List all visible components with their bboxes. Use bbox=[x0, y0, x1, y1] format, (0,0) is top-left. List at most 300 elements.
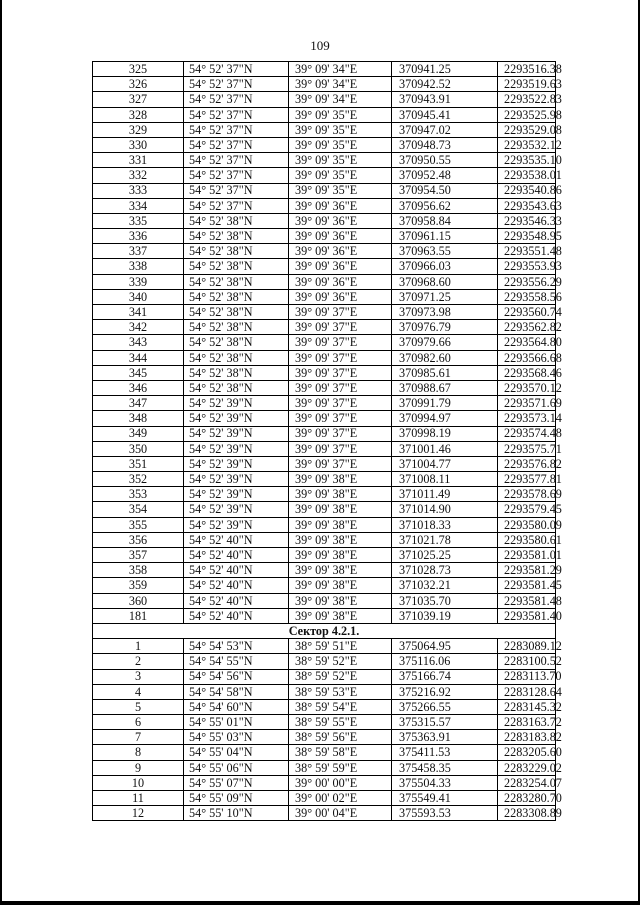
point-number-cell: 336 bbox=[93, 229, 184, 244]
y-coordinate-cell: 2283254.07 bbox=[498, 775, 556, 790]
point-number-cell: 358 bbox=[93, 563, 184, 578]
point-number-cell: 359 bbox=[93, 578, 184, 593]
longitude-cell: 39° 09' 36"E bbox=[289, 289, 392, 304]
x-coordinate-cell: 370994.97 bbox=[392, 411, 498, 426]
latitude-cell: 54° 52' 37"N bbox=[184, 77, 289, 92]
y-coordinate-cell: 2293578.69 bbox=[498, 487, 556, 502]
point-number-cell: 338 bbox=[93, 259, 184, 274]
table-row bbox=[93, 456, 556, 471]
x-coordinate-cell: 370998.19 bbox=[392, 426, 498, 441]
point-number-cell: 356 bbox=[93, 532, 184, 547]
y-coordinate-cell: 2293564.80 bbox=[498, 335, 556, 350]
point-number-cell: 340 bbox=[93, 289, 184, 304]
x-coordinate-cell: 371039.19 bbox=[392, 608, 498, 623]
table-row bbox=[93, 411, 556, 426]
latitude-cell: 54° 52' 38"N bbox=[184, 350, 289, 365]
latitude-cell: 54° 52' 37"N bbox=[184, 168, 289, 183]
x-coordinate-cell: 370954.50 bbox=[392, 183, 498, 198]
table-row bbox=[93, 563, 556, 578]
table-row bbox=[93, 532, 556, 547]
table-row bbox=[93, 213, 556, 228]
x-coordinate-cell: 375593.53 bbox=[392, 806, 498, 821]
x-coordinate-cell: 375315.57 bbox=[392, 715, 498, 730]
table-row bbox=[93, 548, 556, 563]
table-row bbox=[93, 77, 556, 92]
latitude-cell: 54° 54' 56"N bbox=[184, 669, 289, 684]
longitude-cell: 38° 59' 58"E bbox=[289, 745, 392, 760]
table-row bbox=[93, 578, 556, 593]
point-number-cell: 351 bbox=[93, 456, 184, 471]
longitude-cell: 39° 09' 37"E bbox=[289, 350, 392, 365]
longitude-cell: 39° 09' 38"E bbox=[289, 593, 392, 608]
table-row bbox=[93, 502, 556, 517]
point-number-cell: 1 bbox=[93, 639, 184, 654]
y-coordinate-cell: 2283183.82 bbox=[498, 730, 556, 745]
point-number-cell: 326 bbox=[93, 77, 184, 92]
point-number-cell: 327 bbox=[93, 92, 184, 107]
x-coordinate-cell: 370971.25 bbox=[392, 289, 498, 304]
sector-heading-row bbox=[93, 623, 556, 638]
x-coordinate-cell: 370950.55 bbox=[392, 153, 498, 168]
point-number-cell: 4 bbox=[93, 684, 184, 699]
longitude-cell: 39° 09' 38"E bbox=[289, 502, 392, 517]
table-row bbox=[93, 289, 556, 304]
point-number-cell: 345 bbox=[93, 365, 184, 380]
point-number-cell: 343 bbox=[93, 335, 184, 350]
x-coordinate-cell: 371004.77 bbox=[392, 456, 498, 471]
latitude-cell: 54° 55' 06"N bbox=[184, 760, 289, 775]
point-number-cell: 325 bbox=[93, 62, 184, 77]
y-coordinate-cell: 2293581.01 bbox=[498, 548, 556, 563]
point-number-cell: 8 bbox=[93, 745, 184, 760]
x-coordinate-cell: 370991.79 bbox=[392, 396, 498, 411]
x-coordinate-cell: 371035.70 bbox=[392, 593, 498, 608]
table-row bbox=[93, 107, 556, 122]
table-row bbox=[93, 441, 556, 456]
x-coordinate-cell: 370952.48 bbox=[392, 168, 498, 183]
y-coordinate-cell: 2293522.83 bbox=[498, 92, 556, 107]
x-coordinate-cell: 375166.74 bbox=[392, 669, 498, 684]
longitude-cell: 38° 59' 54"E bbox=[289, 699, 392, 714]
y-coordinate-cell: 2293581.29 bbox=[498, 563, 556, 578]
table-row bbox=[93, 380, 556, 395]
y-coordinate-cell: 2293548.95 bbox=[498, 229, 556, 244]
table-row bbox=[93, 365, 556, 380]
longitude-cell: 39° 09' 37"E bbox=[289, 411, 392, 426]
longitude-cell: 39° 09' 36"E bbox=[289, 229, 392, 244]
latitude-cell: 54° 52' 37"N bbox=[184, 198, 289, 213]
latitude-cell: 54° 52' 40"N bbox=[184, 532, 289, 547]
x-coordinate-cell: 371008.11 bbox=[392, 472, 498, 487]
latitude-cell: 54° 55' 10"N bbox=[184, 806, 289, 821]
table-row bbox=[93, 122, 556, 137]
longitude-cell: 38° 59' 52"E bbox=[289, 654, 392, 669]
y-coordinate-cell: 2293519.63 bbox=[498, 77, 556, 92]
y-coordinate-cell: 2293560.74 bbox=[498, 305, 556, 320]
table-row bbox=[93, 608, 556, 623]
table-row bbox=[93, 62, 556, 77]
latitude-cell: 54° 52' 39"N bbox=[184, 472, 289, 487]
x-coordinate-cell: 371032.21 bbox=[392, 578, 498, 593]
latitude-cell: 54° 52' 39"N bbox=[184, 441, 289, 456]
x-coordinate-cell: 375411.53 bbox=[392, 745, 498, 760]
table-row bbox=[93, 639, 556, 654]
latitude-cell: 54° 52' 37"N bbox=[184, 153, 289, 168]
y-coordinate-cell: 2283089.12 bbox=[498, 639, 556, 654]
table-row bbox=[93, 198, 556, 213]
longitude-cell: 39° 09' 37"E bbox=[289, 335, 392, 350]
latitude-cell: 54° 52' 37"N bbox=[184, 183, 289, 198]
latitude-cell: 54° 54' 53"N bbox=[184, 639, 289, 654]
point-number-cell: 2 bbox=[93, 654, 184, 669]
table-row bbox=[93, 669, 556, 684]
table-row bbox=[93, 92, 556, 107]
longitude-cell: 39° 09' 37"E bbox=[289, 426, 392, 441]
point-number-cell: 334 bbox=[93, 198, 184, 213]
latitude-cell: 54° 52' 38"N bbox=[184, 229, 289, 244]
y-coordinate-cell: 2293571.69 bbox=[498, 396, 556, 411]
point-number-cell: 11 bbox=[93, 791, 184, 806]
page-number: 109 bbox=[310, 38, 330, 53]
latitude-cell: 54° 52' 39"N bbox=[184, 411, 289, 426]
y-coordinate-cell: 2293558.56 bbox=[498, 289, 556, 304]
latitude-cell: 54° 52' 38"N bbox=[184, 320, 289, 335]
y-coordinate-cell: 2293540.86 bbox=[498, 183, 556, 198]
longitude-cell: 39° 09' 35"E bbox=[289, 183, 392, 198]
longitude-cell: 39° 09' 34"E bbox=[289, 62, 392, 77]
coordinates-table bbox=[92, 61, 562, 821]
longitude-cell: 38° 59' 52"E bbox=[289, 669, 392, 684]
latitude-cell: 54° 55' 09"N bbox=[184, 791, 289, 806]
point-number-cell: 7 bbox=[93, 730, 184, 745]
x-coordinate-cell: 370943.91 bbox=[392, 92, 498, 107]
table-row bbox=[93, 168, 556, 183]
x-coordinate-cell: 371001.46 bbox=[392, 441, 498, 456]
latitude-cell: 54° 52' 40"N bbox=[184, 548, 289, 563]
table-row bbox=[93, 730, 556, 745]
sector-heading-body bbox=[93, 623, 556, 638]
longitude-cell: 39° 09' 38"E bbox=[289, 608, 392, 623]
longitude-cell: 39° 09' 36"E bbox=[289, 244, 392, 259]
x-coordinate-cell: 370973.98 bbox=[392, 305, 498, 320]
y-coordinate-cell: 2293576.82 bbox=[498, 456, 556, 471]
table-row bbox=[93, 472, 556, 487]
table-row bbox=[93, 153, 556, 168]
x-coordinate-cell: 370948.73 bbox=[392, 137, 498, 152]
latitude-cell: 54° 52' 38"N bbox=[184, 274, 289, 289]
longitude-cell: 39° 09' 38"E bbox=[289, 532, 392, 547]
latitude-cell: 54° 52' 37"N bbox=[184, 107, 289, 122]
longitude-cell: 39° 09' 35"E bbox=[289, 168, 392, 183]
x-coordinate-cell: 370966.03 bbox=[392, 259, 498, 274]
y-coordinate-cell: 2293529.08 bbox=[498, 122, 556, 137]
latitude-cell: 54° 52' 38"N bbox=[184, 259, 289, 274]
latitude-cell: 54° 52' 38"N bbox=[184, 289, 289, 304]
point-number-cell: 360 bbox=[93, 593, 184, 608]
longitude-cell: 39° 09' 38"E bbox=[289, 578, 392, 593]
table-row bbox=[93, 335, 556, 350]
scan-left-edge bbox=[0, 0, 2, 905]
table-row bbox=[93, 350, 556, 365]
longitude-cell: 39° 09' 38"E bbox=[289, 517, 392, 532]
latitude-cell: 54° 52' 38"N bbox=[184, 305, 289, 320]
point-number-cell: 335 bbox=[93, 213, 184, 228]
x-coordinate-cell: 370945.41 bbox=[392, 107, 498, 122]
x-coordinate-cell: 375458.35 bbox=[392, 760, 498, 775]
x-coordinate-cell: 375266.55 bbox=[392, 699, 498, 714]
longitude-cell: 39° 09' 34"E bbox=[289, 77, 392, 92]
x-coordinate-cell: 370941.25 bbox=[392, 62, 498, 77]
x-coordinate-cell: 371025.25 bbox=[392, 548, 498, 563]
x-coordinate-cell: 370968.60 bbox=[392, 274, 498, 289]
longitude-cell: 39° 09' 36"E bbox=[289, 198, 392, 213]
x-coordinate-cell: 371018.33 bbox=[392, 517, 498, 532]
point-number-cell: 12 bbox=[93, 806, 184, 821]
y-coordinate-cell: 2293562.82 bbox=[498, 320, 556, 335]
table-row bbox=[93, 593, 556, 608]
y-coordinate-cell: 2293575.71 bbox=[498, 441, 556, 456]
latitude-cell: 54° 52' 40"N bbox=[184, 563, 289, 578]
point-number-cell: 329 bbox=[93, 122, 184, 137]
table-row bbox=[93, 745, 556, 760]
y-coordinate-cell: 2283113.70 bbox=[498, 669, 556, 684]
y-coordinate-cell: 2293581.45 bbox=[498, 578, 556, 593]
table-row bbox=[93, 274, 556, 289]
longitude-cell: 39° 00' 04"E bbox=[289, 806, 392, 821]
point-number-cell: 357 bbox=[93, 548, 184, 563]
latitude-cell: 54° 52' 39"N bbox=[184, 426, 289, 441]
y-coordinate-cell: 2293556.29 bbox=[498, 274, 556, 289]
point-number-cell: 5 bbox=[93, 699, 184, 714]
scan-bottom-edge bbox=[0, 901, 640, 905]
x-coordinate-cell: 375216.92 bbox=[392, 684, 498, 699]
latitude-cell: 54° 52' 38"N bbox=[184, 380, 289, 395]
longitude-cell: 39° 09' 37"E bbox=[289, 365, 392, 380]
latitude-cell: 54° 55' 03"N bbox=[184, 730, 289, 745]
point-number-cell: 330 bbox=[93, 137, 184, 152]
longitude-cell: 39° 09' 36"E bbox=[289, 274, 392, 289]
y-coordinate-cell: 2293535.10 bbox=[498, 153, 556, 168]
latitude-cell: 54° 52' 38"N bbox=[184, 213, 289, 228]
point-number-cell: 181 bbox=[93, 608, 184, 623]
x-coordinate-cell: 375504.33 bbox=[392, 775, 498, 790]
point-number-cell: 10 bbox=[93, 775, 184, 790]
y-coordinate-cell: 2293579.45 bbox=[498, 502, 556, 517]
x-coordinate-cell: 371014.90 bbox=[392, 502, 498, 517]
y-coordinate-cell: 2293581.40 bbox=[498, 608, 556, 623]
y-coordinate-cell: 2293532.12 bbox=[498, 137, 556, 152]
longitude-cell: 39° 09' 35"E bbox=[289, 122, 392, 137]
longitude-cell: 39° 09' 38"E bbox=[289, 487, 392, 502]
longitude-cell: 39° 09' 37"E bbox=[289, 441, 392, 456]
longitude-cell: 38° 59' 53"E bbox=[289, 684, 392, 699]
latitude-cell: 54° 52' 37"N bbox=[184, 92, 289, 107]
y-coordinate-cell: 2293553.93 bbox=[498, 259, 556, 274]
longitude-cell: 39° 09' 37"E bbox=[289, 380, 392, 395]
longitude-cell: 39° 09' 37"E bbox=[289, 320, 392, 335]
x-coordinate-cell: 370988.67 bbox=[392, 380, 498, 395]
table-row bbox=[93, 137, 556, 152]
point-number-cell: 331 bbox=[93, 153, 184, 168]
x-coordinate-cell: 370982.60 bbox=[392, 350, 498, 365]
y-coordinate-cell: 2293580.09 bbox=[498, 517, 556, 532]
y-coordinate-cell: 2283308.89 bbox=[498, 806, 556, 821]
table-row bbox=[93, 654, 556, 669]
x-coordinate-cell: 371011.49 bbox=[392, 487, 498, 502]
point-number-cell: 344 bbox=[93, 350, 184, 365]
latitude-cell: 54° 52' 38"N bbox=[184, 335, 289, 350]
sector-table-body bbox=[93, 639, 562, 821]
table-row bbox=[93, 259, 556, 274]
longitude-cell: 39° 09' 35"E bbox=[289, 137, 392, 152]
x-coordinate-cell: 370976.79 bbox=[392, 320, 498, 335]
y-coordinate-cell: 2283163.72 bbox=[498, 715, 556, 730]
point-number-cell: 350 bbox=[93, 441, 184, 456]
y-coordinate-cell: 2293581.48 bbox=[498, 593, 556, 608]
table-row bbox=[93, 775, 556, 790]
x-coordinate-cell: 370947.02 bbox=[392, 122, 498, 137]
table-row bbox=[93, 426, 556, 441]
latitude-cell: 54° 55' 04"N bbox=[184, 745, 289, 760]
table-row bbox=[93, 806, 556, 821]
table-row bbox=[93, 229, 556, 244]
x-coordinate-cell: 370942.52 bbox=[392, 77, 498, 92]
table-row bbox=[93, 244, 556, 259]
y-coordinate-cell: 2293543.63 bbox=[498, 198, 556, 213]
y-coordinate-cell: 2283229.02 bbox=[498, 760, 556, 775]
longitude-cell: 39° 09' 34"E bbox=[289, 92, 392, 107]
longitude-cell: 39° 09' 35"E bbox=[289, 107, 392, 122]
longitude-cell: 39° 09' 37"E bbox=[289, 456, 392, 471]
latitude-cell: 54° 55' 01"N bbox=[184, 715, 289, 730]
longitude-cell: 39° 00' 00"E bbox=[289, 775, 392, 790]
x-coordinate-cell: 370979.66 bbox=[392, 335, 498, 350]
longitude-cell: 38° 59' 55"E bbox=[289, 715, 392, 730]
longitude-cell: 39° 09' 38"E bbox=[289, 472, 392, 487]
longitude-cell: 39° 09' 38"E bbox=[289, 563, 392, 578]
y-coordinate-cell: 2293570.12 bbox=[498, 380, 556, 395]
table-row bbox=[93, 791, 556, 806]
longitude-cell: 38° 59' 56"E bbox=[289, 730, 392, 745]
point-number-cell: 349 bbox=[93, 426, 184, 441]
point-number-cell: 333 bbox=[93, 183, 184, 198]
table-row bbox=[93, 715, 556, 730]
latitude-cell: 54° 52' 39"N bbox=[184, 502, 289, 517]
table-row bbox=[93, 517, 556, 532]
table-row bbox=[93, 487, 556, 502]
y-coordinate-cell: 2283145.32 bbox=[498, 699, 556, 714]
latitude-cell: 54° 52' 39"N bbox=[184, 396, 289, 411]
point-number-cell: 328 bbox=[93, 107, 184, 122]
y-coordinate-cell: 2283128.64 bbox=[498, 684, 556, 699]
y-coordinate-cell: 2293568.46 bbox=[498, 365, 556, 380]
y-coordinate-cell: 2293525.98 bbox=[498, 107, 556, 122]
longitude-cell: 39° 09' 35"E bbox=[289, 153, 392, 168]
point-number-cell: 347 bbox=[93, 396, 184, 411]
x-coordinate-cell: 370985.61 bbox=[392, 365, 498, 380]
x-coordinate-cell: 370956.62 bbox=[392, 198, 498, 213]
y-coordinate-cell: 2293566.68 bbox=[498, 350, 556, 365]
longitude-cell: 39° 09' 36"E bbox=[289, 213, 392, 228]
sector-heading: Сектор 4.2.1. bbox=[93, 623, 556, 638]
point-number-cell: 354 bbox=[93, 502, 184, 517]
latitude-cell: 54° 54' 55"N bbox=[184, 654, 289, 669]
y-coordinate-cell: 2283280.70 bbox=[498, 791, 556, 806]
latitude-cell: 54° 52' 40"N bbox=[184, 593, 289, 608]
point-number-cell: 3 bbox=[93, 669, 184, 684]
coordinates-table-body bbox=[93, 61, 562, 624]
table-row bbox=[93, 396, 556, 411]
table-row bbox=[93, 320, 556, 335]
point-number-cell: 337 bbox=[93, 244, 184, 259]
y-coordinate-cell: 2293546.33 bbox=[498, 213, 556, 228]
longitude-cell: 38° 59' 59"E bbox=[289, 760, 392, 775]
latitude-cell: 54° 52' 39"N bbox=[184, 517, 289, 532]
latitude-cell: 54° 52' 37"N bbox=[184, 122, 289, 137]
latitude-cell: 54° 52' 40"N bbox=[184, 608, 289, 623]
table-row bbox=[93, 699, 556, 714]
longitude-cell: 38° 59' 51"E bbox=[289, 639, 392, 654]
longitude-cell: 39° 09' 37"E bbox=[289, 396, 392, 411]
latitude-cell: 54° 52' 40"N bbox=[184, 578, 289, 593]
longitude-cell: 39° 09' 37"E bbox=[289, 305, 392, 320]
y-coordinate-cell: 2293580.61 bbox=[498, 532, 556, 547]
y-coordinate-cell: 2293538.01 bbox=[498, 168, 556, 183]
latitude-cell: 54° 52' 37"N bbox=[184, 137, 289, 152]
latitude-cell: 54° 52' 39"N bbox=[184, 487, 289, 502]
x-coordinate-cell: 370961.15 bbox=[392, 229, 498, 244]
point-number-cell: 9 bbox=[93, 760, 184, 775]
point-number-cell: 332 bbox=[93, 168, 184, 183]
table-row bbox=[93, 684, 556, 699]
y-coordinate-cell: 2283100.52 bbox=[498, 654, 556, 669]
x-coordinate-cell: 375549.41 bbox=[392, 791, 498, 806]
x-coordinate-cell: 375363.91 bbox=[392, 730, 498, 745]
longitude-cell: 39° 09' 36"E bbox=[289, 259, 392, 274]
table-row bbox=[93, 183, 556, 198]
latitude-cell: 54° 55' 07"N bbox=[184, 775, 289, 790]
y-coordinate-cell: 2293573.14 bbox=[498, 411, 556, 426]
latitude-cell: 54° 52' 39"N bbox=[184, 456, 289, 471]
point-number-cell: 342 bbox=[93, 320, 184, 335]
point-number-cell: 341 bbox=[93, 305, 184, 320]
latitude-cell: 54° 54' 58"N bbox=[184, 684, 289, 699]
longitude-cell: 39° 00' 02"E bbox=[289, 791, 392, 806]
y-coordinate-cell: 2293574.48 bbox=[498, 426, 556, 441]
point-number-cell: 346 bbox=[93, 380, 184, 395]
table-row bbox=[93, 305, 556, 320]
x-coordinate-cell: 371028.73 bbox=[392, 563, 498, 578]
latitude-cell: 54° 54' 60"N bbox=[184, 699, 289, 714]
x-coordinate-cell: 370963.55 bbox=[392, 244, 498, 259]
point-number-cell: 353 bbox=[93, 487, 184, 502]
y-coordinate-cell: 2293577.81 bbox=[498, 472, 556, 487]
y-coordinate-cell: 2283205.60 bbox=[498, 745, 556, 760]
longitude-cell: 39° 09' 38"E bbox=[289, 548, 392, 563]
point-number-cell: 6 bbox=[93, 715, 184, 730]
x-coordinate-cell: 375064.95 bbox=[392, 639, 498, 654]
point-number-cell: 339 bbox=[93, 274, 184, 289]
latitude-cell: 54° 52' 38"N bbox=[184, 244, 289, 259]
x-coordinate-cell: 370958.84 bbox=[392, 213, 498, 228]
latitude-cell: 54° 52' 38"N bbox=[184, 365, 289, 380]
x-coordinate-cell: 371021.78 bbox=[392, 532, 498, 547]
point-number-cell: 355 bbox=[93, 517, 184, 532]
point-number-cell: 352 bbox=[93, 472, 184, 487]
point-number-cell: 348 bbox=[93, 411, 184, 426]
x-coordinate-cell: 375116.06 bbox=[392, 654, 498, 669]
y-coordinate-cell: 2293551.48 bbox=[498, 244, 556, 259]
